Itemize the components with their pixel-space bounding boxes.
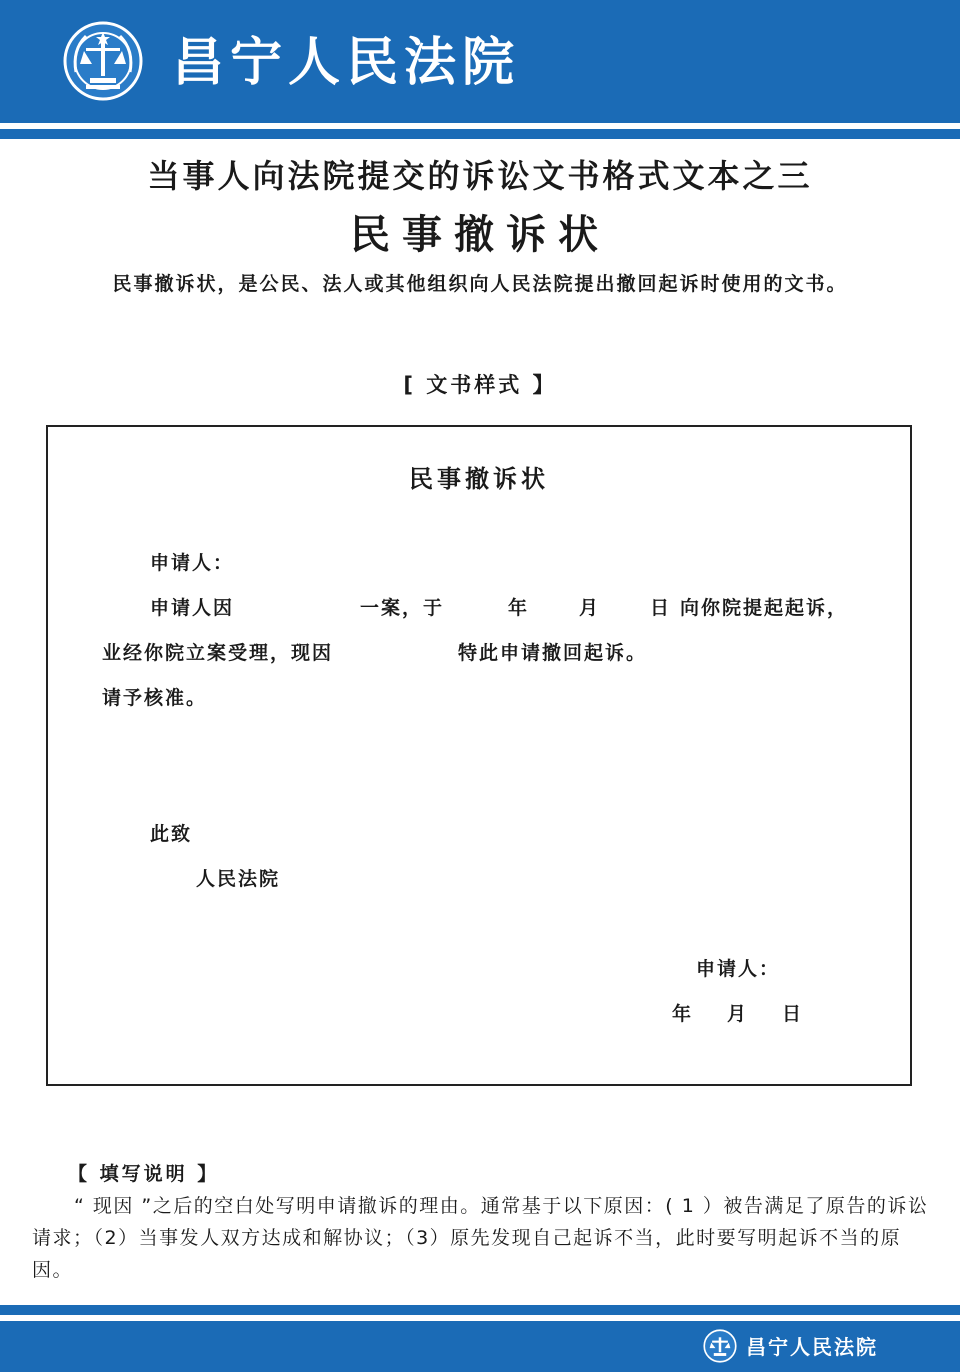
- court-name-header: 昌宁人民法院: [172, 33, 521, 93]
- salutation: 此致: [150, 823, 193, 845]
- line3: 请予核准。: [102, 687, 208, 709]
- header-stripe: [0, 129, 960, 139]
- line1-year: 年: [508, 597, 530, 619]
- recipient-court: 人民法院: [196, 868, 281, 890]
- form-template-box: [46, 425, 912, 1086]
- line2-part-a: 业经你院立案受理，现因: [102, 642, 334, 664]
- line2-part-b: 特此申请撤回起诉。: [458, 642, 648, 664]
- applicant-label: 申请人：: [150, 552, 235, 574]
- line1-part-b: 一案，于: [360, 597, 445, 619]
- line1-part-c: 向你院提起起诉，: [680, 597, 849, 619]
- court-name-footer: 昌宁人民法院: [746, 1335, 878, 1359]
- document-intro: 民事撤诉状，是公民、法人或其他组织向人民法院提出撤回起诉时使用的文书。: [112, 273, 848, 295]
- signature-applicant-label: 申请人：: [696, 958, 781, 980]
- document-title: 民事撤诉状: [350, 212, 610, 258]
- signature-month: 月: [727, 1003, 749, 1025]
- court-emblem-icon: [62, 20, 144, 102]
- document-series-title: 当事人向法院提交的诉讼文书格式文本之三: [147, 157, 813, 195]
- footer-stripe: [0, 1305, 960, 1315]
- signature-day: 日: [782, 1003, 804, 1025]
- sample-label: [ 文书样式 】: [403, 373, 557, 397]
- line1-month: 月: [579, 597, 601, 619]
- notes-heading: 【 填写说明 】: [68, 1163, 220, 1185]
- notes-body: “ 现因 ”之后的空白处写明申请撤诉的理由。通常基于以下原因：( 1 ）被告满足了原告的诉讼请求；（2）当事发人双方达成和解协议；（3）原先发现自己起诉不当，此时要写明起诉不当的原因。: [32, 1195, 929, 1281]
- line1-day: 日: [650, 597, 672, 619]
- signature-year: 年: [672, 1003, 694, 1025]
- court-emblem-small-icon: [703, 1329, 737, 1363]
- form-title: 民事撤诉状: [409, 465, 549, 493]
- line1-part-a: 申请人因: [150, 597, 235, 619]
